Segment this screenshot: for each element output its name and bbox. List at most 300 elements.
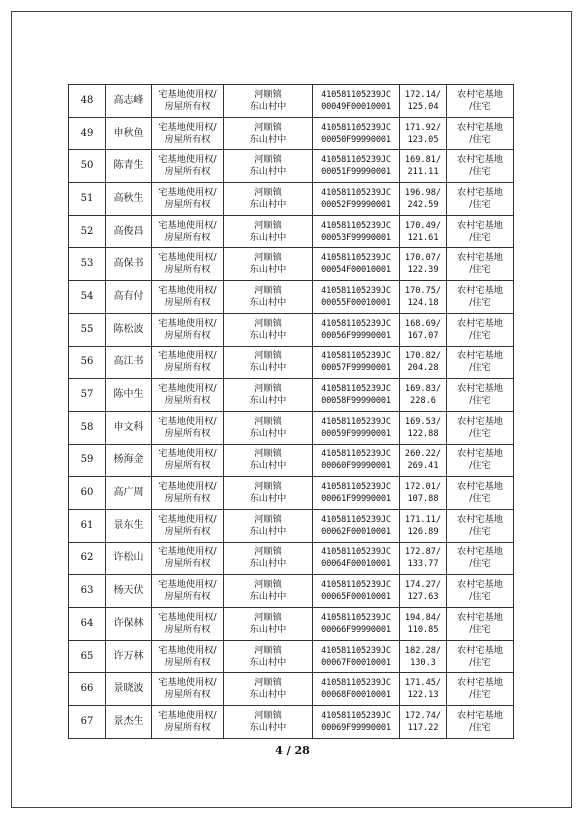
location-1: 河顺镇 xyxy=(254,513,282,525)
location-1: 河顺镇 xyxy=(254,546,282,558)
area-2: 124.18 xyxy=(407,297,439,308)
owner-name: 许万林 xyxy=(113,650,144,662)
row-number-cell xyxy=(69,183,106,216)
area-1: 194.84/ xyxy=(404,612,442,623)
land-use-1: 农村宅基地 xyxy=(457,415,503,427)
area-2: 121.61 xyxy=(407,232,439,243)
table-row xyxy=(69,575,514,608)
land-use-2: /住宅 xyxy=(469,689,491,701)
right-type-2: 房屋所有权 xyxy=(164,721,211,733)
area-2: 242.59 xyxy=(407,199,439,210)
right-type-cell xyxy=(152,215,224,248)
land-use-1: 农村宅基地 xyxy=(457,383,503,395)
area-2: 122.88 xyxy=(407,428,439,439)
table-row xyxy=(69,346,514,379)
area-1: 260.22/ xyxy=(404,449,442,460)
area-1: 172.01/ xyxy=(404,482,442,493)
unit-code-cell xyxy=(313,215,400,248)
land-use-1: 农村宅基地 xyxy=(457,219,503,231)
land-use-2: /住宅 xyxy=(469,427,491,439)
location-1: 河顺镇 xyxy=(254,415,282,427)
right-type-cell xyxy=(152,346,224,379)
area-1: 169.83/ xyxy=(404,384,442,395)
unit-code-cell xyxy=(313,248,400,281)
table-row xyxy=(69,117,514,150)
right-type-cell xyxy=(152,673,224,706)
unit-code-cell xyxy=(313,379,400,412)
location-2: 东山村中 xyxy=(249,296,287,308)
right-type-cell xyxy=(152,85,224,118)
location-2: 东山村中 xyxy=(249,264,287,276)
table-row xyxy=(69,411,514,444)
land-use-1: 农村宅基地 xyxy=(457,611,503,623)
unit-code-cell xyxy=(313,313,400,346)
right-type-1: 宅基地使用权/ xyxy=(158,415,217,427)
land-use-cell xyxy=(447,281,514,314)
area-2: 123.05 xyxy=(407,134,439,145)
land-use-cell xyxy=(447,346,514,379)
right-type-cell xyxy=(152,575,224,608)
row-number: 58 xyxy=(80,421,94,433)
right-type-cell xyxy=(152,542,224,575)
right-type-1: 宅基地使用权/ xyxy=(158,513,217,525)
area-2: 125.04 xyxy=(407,101,439,112)
unit-code-1: 410581105239JC xyxy=(321,416,391,427)
location-2: 东山村中 xyxy=(249,721,287,733)
location-1: 河顺镇 xyxy=(254,252,282,264)
row-number: 63 xyxy=(80,585,94,597)
unit-code-1: 410581105239JC xyxy=(321,710,391,721)
owner-name-cell xyxy=(106,117,152,150)
unit-code-1: 410581105239JC xyxy=(321,449,391,460)
right-type-1: 宅基地使用权/ xyxy=(158,186,217,198)
land-use-1: 农村宅基地 xyxy=(457,186,503,198)
right-type-cell xyxy=(152,477,224,510)
row-number-cell xyxy=(69,608,106,641)
land-use-2: /住宅 xyxy=(469,623,491,635)
unit-code-2: 00050F99990001 xyxy=(321,134,391,145)
land-use-cell xyxy=(447,477,514,510)
area-cell xyxy=(400,575,447,608)
owner-name-cell xyxy=(106,640,152,673)
land-use-1: 农村宅基地 xyxy=(457,513,503,525)
owner-name: 高保书 xyxy=(113,258,144,270)
right-type-1: 宅基地使用权/ xyxy=(158,709,217,721)
row-number-cell xyxy=(69,706,106,739)
land-use-cell xyxy=(447,509,514,542)
land-use-cell xyxy=(447,542,514,575)
land-use-2: /住宅 xyxy=(469,493,491,505)
land-use-2: /住宅 xyxy=(469,656,491,668)
right-type-2: 房屋所有权 xyxy=(164,460,211,472)
unit-code-2: 00068F00010001 xyxy=(321,690,391,701)
row-number: 50 xyxy=(80,160,94,172)
land-use-2: /住宅 xyxy=(469,362,491,374)
row-number-cell xyxy=(69,281,106,314)
right-type-1: 宅基地使用权/ xyxy=(158,383,217,395)
owner-name: 陈青生 xyxy=(113,160,144,172)
location-2: 东山村中 xyxy=(249,329,287,341)
area-1: 169.53/ xyxy=(404,416,442,427)
area-2: 122.39 xyxy=(407,265,439,276)
owner-name: 高秋生 xyxy=(113,192,144,204)
area-cell xyxy=(400,477,447,510)
row-number: 53 xyxy=(80,258,94,270)
area-2: 126.89 xyxy=(407,526,439,537)
owner-name-cell xyxy=(106,477,152,510)
right-type-1: 宅基地使用权/ xyxy=(158,121,217,133)
right-type-2: 房屋所有权 xyxy=(164,296,211,308)
location-cell xyxy=(224,444,313,477)
owner-name: 高江书 xyxy=(113,356,144,368)
owner-name: 高志峰 xyxy=(113,94,144,106)
row-number-cell xyxy=(69,509,106,542)
right-type-1: 宅基地使用权/ xyxy=(158,350,217,362)
unit-code-cell xyxy=(313,640,400,673)
right-type-cell xyxy=(152,313,224,346)
unit-code-1: 410581105239JC xyxy=(321,678,391,689)
table-row xyxy=(69,673,514,706)
land-use-cell xyxy=(447,150,514,183)
right-type-1: 宅基地使用权/ xyxy=(158,481,217,493)
owner-name-cell xyxy=(106,85,152,118)
right-type-cell xyxy=(152,509,224,542)
area-cell xyxy=(400,248,447,281)
location-cell xyxy=(224,477,313,510)
owner-name: 陈中生 xyxy=(113,389,144,401)
land-use-1: 农村宅基地 xyxy=(457,252,503,264)
location-2: 东山村中 xyxy=(249,362,287,374)
area-2: 107.88 xyxy=(407,494,439,505)
unit-code-1: 410581105239JC xyxy=(321,318,391,329)
area-1: 170.75/ xyxy=(404,285,442,296)
table-row xyxy=(69,608,514,641)
row-number-cell xyxy=(69,542,106,575)
area-2: 211.11 xyxy=(407,167,439,178)
location-cell xyxy=(224,183,313,216)
row-number-cell xyxy=(69,248,106,281)
area-2: 122.13 xyxy=(407,690,439,701)
right-type-2: 房屋所有权 xyxy=(164,525,211,537)
land-use-2: /住宅 xyxy=(469,395,491,407)
row-number: 56 xyxy=(80,356,94,368)
right-type-1: 宅基地使用权/ xyxy=(158,448,217,460)
location-1: 河顺镇 xyxy=(254,448,282,460)
location-2: 东山村中 xyxy=(249,166,287,178)
location-cell xyxy=(224,706,313,739)
land-use-2: /住宅 xyxy=(469,329,491,341)
location-2: 东山村中 xyxy=(249,493,287,505)
unit-code-1: 410581105239JC xyxy=(321,285,391,296)
row-number-cell xyxy=(69,150,106,183)
area-cell xyxy=(400,608,447,641)
unit-code-1: 410581105239JC xyxy=(321,482,391,493)
unit-code-2: 00062F00010001 xyxy=(321,526,391,537)
right-type-1: 宅基地使用权/ xyxy=(158,252,217,264)
table-row xyxy=(69,150,514,183)
right-type-2: 房屋所有权 xyxy=(164,329,211,341)
location-2: 东山村中 xyxy=(249,231,287,243)
row-number-cell xyxy=(69,411,106,444)
area-cell xyxy=(400,117,447,150)
area-cell xyxy=(400,379,447,412)
table-row xyxy=(69,313,514,346)
right-type-2: 房屋所有权 xyxy=(164,100,211,112)
location-cell xyxy=(224,640,313,673)
location-cell xyxy=(224,509,313,542)
unit-code-1: 410581105239JC xyxy=(321,351,391,362)
unit-code-cell xyxy=(313,150,400,183)
land-use-1: 农村宅基地 xyxy=(457,350,503,362)
row-number: 62 xyxy=(80,552,94,564)
area-cell xyxy=(400,542,447,575)
unit-code-1: 410581105239JC xyxy=(321,155,391,166)
unit-code-2: 00069F99990001 xyxy=(321,722,391,733)
location-1: 河顺镇 xyxy=(254,284,282,296)
land-use-2: /住宅 xyxy=(469,198,491,210)
land-use-1: 农村宅基地 xyxy=(457,154,503,166)
owner-name-cell xyxy=(106,183,152,216)
land-use-cell xyxy=(447,215,514,248)
land-use-cell xyxy=(447,444,514,477)
land-use-1: 农村宅基地 xyxy=(457,121,503,133)
unit-code-1: 410581105239JC xyxy=(321,514,391,525)
area-1: 172.74/ xyxy=(404,710,442,721)
unit-code-1: 410581105239JC xyxy=(321,220,391,231)
right-type-cell xyxy=(152,444,224,477)
right-type-cell xyxy=(152,411,224,444)
unit-code-2: 00056F99990001 xyxy=(321,330,391,341)
land-use-cell xyxy=(447,379,514,412)
location-cell xyxy=(224,313,313,346)
right-type-2: 房屋所有权 xyxy=(164,689,211,701)
unit-code-2: 00066F99990001 xyxy=(321,624,391,635)
location-2: 东山村中 xyxy=(249,133,287,145)
row-number-cell xyxy=(69,673,106,706)
unit-code-2: 00058F99990001 xyxy=(321,396,391,407)
right-type-cell xyxy=(152,640,224,673)
right-type-cell xyxy=(152,248,224,281)
table-row xyxy=(69,444,514,477)
page-number: 4 / 28 xyxy=(275,744,310,757)
owner-name: 杨天伏 xyxy=(113,585,144,597)
land-use-1: 农村宅基地 xyxy=(457,284,503,296)
unit-code-2: 00067F00010001 xyxy=(321,657,391,668)
area-1: 172.87/ xyxy=(404,547,442,558)
row-number: 59 xyxy=(80,454,94,466)
row-number-cell xyxy=(69,346,106,379)
area-cell xyxy=(400,183,447,216)
land-use-2: /住宅 xyxy=(469,558,491,570)
land-use-1: 农村宅基地 xyxy=(457,448,503,460)
unit-code-2: 00061F99990001 xyxy=(321,494,391,505)
table-row xyxy=(69,85,514,118)
table-row xyxy=(69,215,514,248)
right-type-1: 宅基地使用权/ xyxy=(158,88,217,100)
location-2: 东山村中 xyxy=(249,623,287,635)
area-1: 168.69/ xyxy=(404,318,442,329)
owner-name-cell xyxy=(106,379,152,412)
right-type-2: 房屋所有权 xyxy=(164,427,211,439)
land-use-2: /住宅 xyxy=(469,231,491,243)
location-cell xyxy=(224,608,313,641)
right-type-2: 房屋所有权 xyxy=(164,656,211,668)
area-1: 172.14/ xyxy=(404,89,442,100)
right-type-2: 房屋所有权 xyxy=(164,493,211,505)
unit-code-1: 410581105239JC xyxy=(321,612,391,623)
right-type-1: 宅基地使用权/ xyxy=(158,284,217,296)
location-1: 河顺镇 xyxy=(254,350,282,362)
right-type-1: 宅基地使用权/ xyxy=(158,154,217,166)
location-cell xyxy=(224,215,313,248)
area-2: 127.63 xyxy=(407,592,439,603)
area-cell xyxy=(400,509,447,542)
table-row xyxy=(69,248,514,281)
table-row xyxy=(69,640,514,673)
row-number-cell xyxy=(69,215,106,248)
location-2: 东山村中 xyxy=(249,656,287,668)
unit-code-cell xyxy=(313,673,400,706)
area-cell xyxy=(400,673,447,706)
location-cell xyxy=(224,673,313,706)
location-2: 东山村中 xyxy=(249,591,287,603)
owner-name: 景东生 xyxy=(113,519,144,531)
owner-name-cell xyxy=(106,542,152,575)
right-type-cell xyxy=(152,608,224,641)
land-use-2: /住宅 xyxy=(469,264,491,276)
row-number-cell xyxy=(69,117,106,150)
location-cell xyxy=(224,281,313,314)
owner-name: 高广周 xyxy=(113,487,144,499)
area-1: 169.81/ xyxy=(404,155,442,166)
table-row xyxy=(69,706,514,739)
table-row xyxy=(69,281,514,314)
unit-code-2: 00060F99990001 xyxy=(321,461,391,472)
right-type-cell xyxy=(152,183,224,216)
unit-code-2: 00053F99990001 xyxy=(321,232,391,243)
row-number-cell xyxy=(69,444,106,477)
owner-name: 申文科 xyxy=(113,421,144,433)
area-1: 171.11/ xyxy=(404,514,442,525)
unit-code-cell xyxy=(313,477,400,510)
right-type-2: 房屋所有权 xyxy=(164,395,211,407)
unit-code-2: 00052F99990001 xyxy=(321,199,391,210)
row-number: 48 xyxy=(80,94,94,106)
land-use-cell xyxy=(447,640,514,673)
table-row xyxy=(69,183,514,216)
location-1: 河顺镇 xyxy=(254,219,282,231)
owner-name-cell xyxy=(106,673,152,706)
right-type-1: 宅基地使用权/ xyxy=(158,644,217,656)
table-row xyxy=(69,379,514,412)
land-use-2: /住宅 xyxy=(469,166,491,178)
row-number: 54 xyxy=(80,290,94,302)
area-2: 133.77 xyxy=(407,559,439,570)
unit-code-cell xyxy=(313,281,400,314)
unit-code-1: 410581105239JC xyxy=(321,122,391,133)
area-cell xyxy=(400,85,447,118)
owner-name: 许保林 xyxy=(113,617,144,629)
row-number-cell xyxy=(69,477,106,510)
land-use-cell xyxy=(447,706,514,739)
location-1: 河顺镇 xyxy=(254,121,282,133)
owner-name-cell xyxy=(106,444,152,477)
owner-name-cell xyxy=(106,281,152,314)
owner-name: 杨海金 xyxy=(113,454,144,466)
area-2: 130.3 xyxy=(410,657,436,668)
row-number-cell xyxy=(69,575,106,608)
location-1: 河顺镇 xyxy=(254,481,282,493)
owner-name: 许松山 xyxy=(113,552,144,564)
area-2: 269.41 xyxy=(407,461,439,472)
unit-code-2: 00049F00010001 xyxy=(321,101,391,112)
registry-table xyxy=(68,84,514,739)
land-use-1: 农村宅基地 xyxy=(457,644,503,656)
location-cell xyxy=(224,346,313,379)
area-cell xyxy=(400,706,447,739)
land-use-2: /住宅 xyxy=(469,100,491,112)
unit-code-cell xyxy=(313,117,400,150)
owner-name: 高有付 xyxy=(113,290,144,302)
location-cell xyxy=(224,150,313,183)
right-type-cell xyxy=(152,706,224,739)
land-use-cell xyxy=(447,608,514,641)
table-row xyxy=(69,509,514,542)
unit-code-cell xyxy=(313,411,400,444)
location-1: 河顺镇 xyxy=(254,709,282,721)
area-cell xyxy=(400,281,447,314)
location-1: 河顺镇 xyxy=(254,611,282,623)
area-2: 117.22 xyxy=(407,722,439,733)
land-use-1: 农村宅基地 xyxy=(457,481,503,493)
area-cell xyxy=(400,640,447,673)
unit-code-2: 00065F00010001 xyxy=(321,592,391,603)
location-cell xyxy=(224,379,313,412)
right-type-cell xyxy=(152,281,224,314)
row-number: 65 xyxy=(80,650,94,662)
location-2: 东山村中 xyxy=(249,525,287,537)
right-type-2: 房屋所有权 xyxy=(164,231,211,243)
unit-code-1: 410581105239JC xyxy=(321,253,391,264)
location-1: 河顺镇 xyxy=(254,677,282,689)
table-row xyxy=(69,542,514,575)
area-cell xyxy=(400,411,447,444)
unit-code-2: 00059F99990001 xyxy=(321,428,391,439)
land-use-cell xyxy=(447,183,514,216)
right-type-1: 宅基地使用权/ xyxy=(158,219,217,231)
land-use-1: 农村宅基地 xyxy=(457,317,503,329)
unit-code-cell xyxy=(313,542,400,575)
owner-name: 景杰生 xyxy=(113,715,144,727)
row-number: 66 xyxy=(80,683,94,695)
location-2: 东山村中 xyxy=(249,689,287,701)
land-use-cell xyxy=(447,85,514,118)
owner-name-cell xyxy=(106,608,152,641)
land-use-1: 农村宅基地 xyxy=(457,579,503,591)
unit-code-1: 410581105239JC xyxy=(321,89,391,100)
area-2: 167.07 xyxy=(407,330,439,341)
land-use-2: /住宅 xyxy=(469,133,491,145)
owner-name-cell xyxy=(106,313,152,346)
unit-code-cell xyxy=(313,444,400,477)
unit-code-1: 410581105239JC xyxy=(321,645,391,656)
row-number: 67 xyxy=(80,715,94,727)
land-use-1: 农村宅基地 xyxy=(457,677,503,689)
owner-name-cell xyxy=(106,706,152,739)
area-cell xyxy=(400,444,447,477)
area-1: 170.49/ xyxy=(404,220,442,231)
owner-name-cell xyxy=(106,575,152,608)
